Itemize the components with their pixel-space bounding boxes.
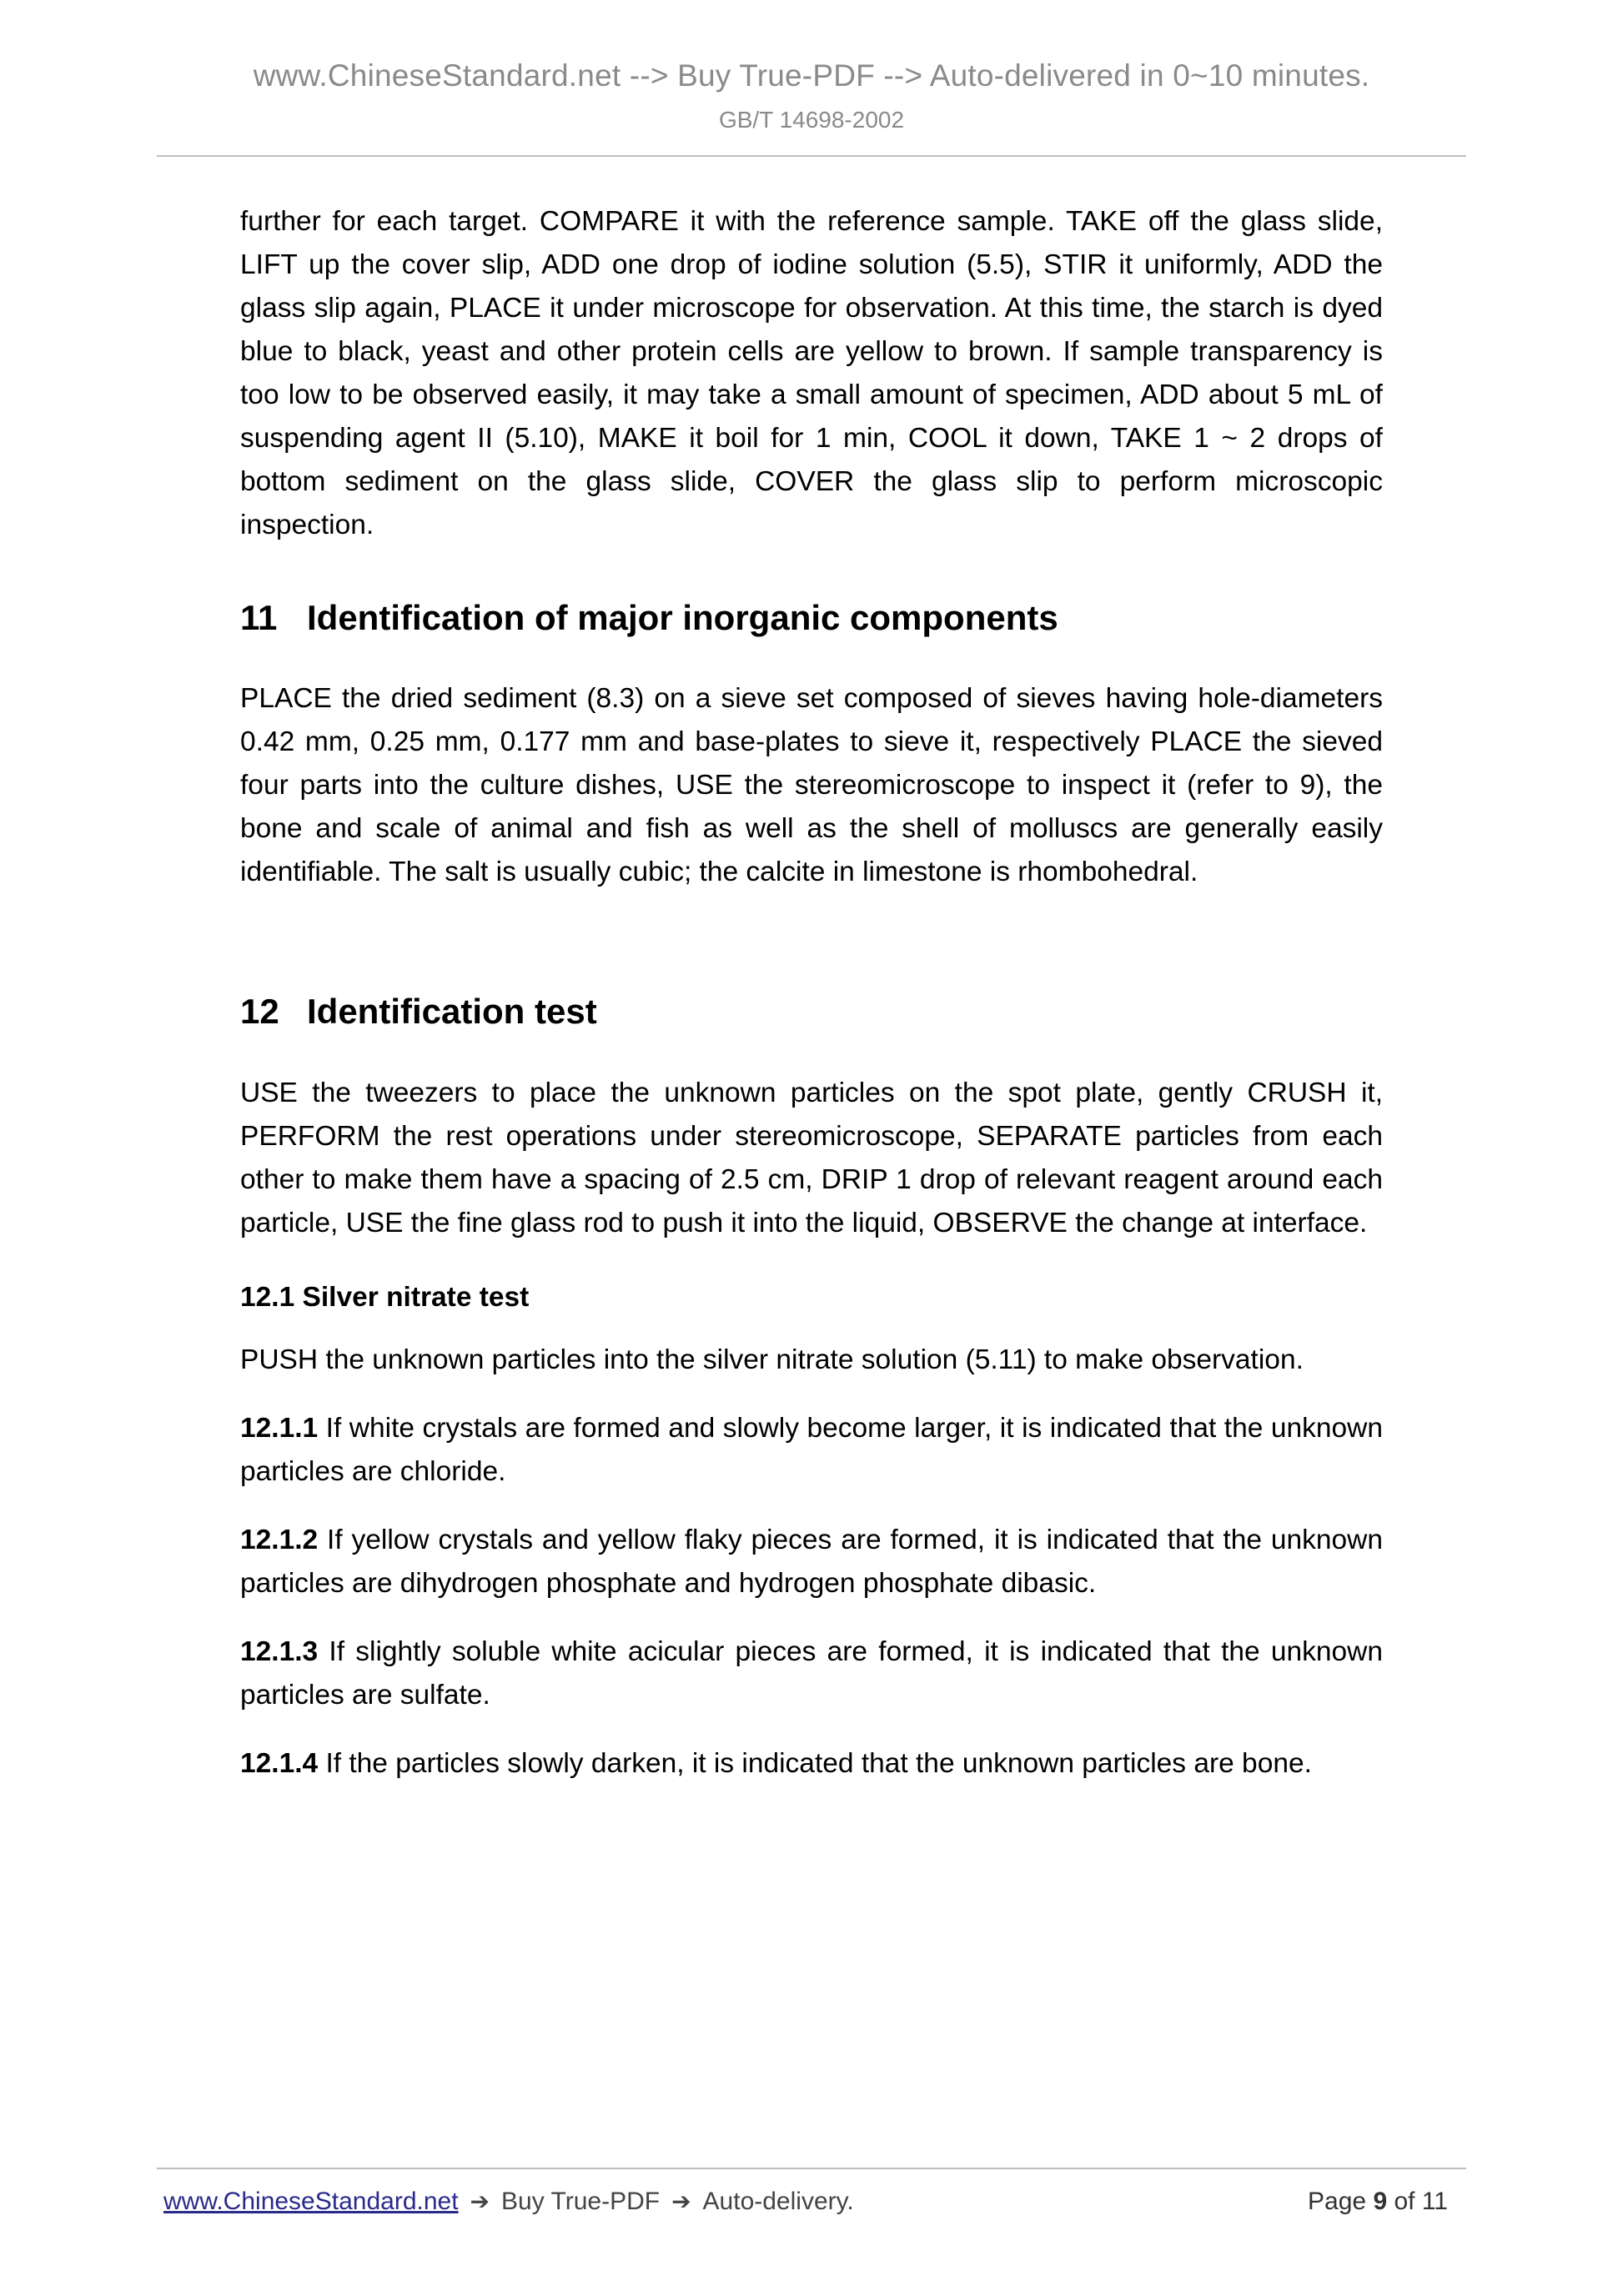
footer-site-link[interactable]: www.ChineseStandard.net	[163, 2188, 459, 2215]
arrow-right-icon: ➔	[671, 2188, 691, 2214]
clause-number: 12.1.3	[240, 1635, 319, 1667]
page-prefix: Page	[1308, 2188, 1367, 2215]
page-footer	[157, 2168, 1466, 2216]
page-number: 9	[1373, 2188, 1388, 2215]
section-number-12: 12	[240, 992, 279, 1032]
clause-number: 12.1.4	[240, 1747, 319, 1779]
footer-buy-label: Buy True-PDF	[501, 2188, 661, 2215]
arrow-right-icon: ➔	[470, 2188, 490, 2214]
spacer	[240, 919, 1383, 941]
clause-text: If white crystals are formed and slowly become larger, it is indicated that the unknown particles are chloride.	[240, 1412, 1383, 1487]
subsection-12-1-paragraph: PUSH the unknown particles into the silver nitrate solution (5.11) to make observation.	[240, 1344, 1304, 1375]
section-11-paragraph: PLACE the dried sediment (8.3) on a sieve set composed of sieves having hole-diameters 0.42 mm, 0.25 mm, 0.177 mm and base-plates to sieve it, respectively PLACE the sieved four parts into the culture dishes, USE the stereomicroscope to inspect it (refer to 9), the bone and scale of animal and fish as well as the shell of molluscs are generally easily identifiable. The salt is usually cubic; the calcite in limestone is rhombohedral.	[240, 683, 1383, 888]
section-title-12: Identification test	[307, 992, 597, 1032]
section-heading-12	[240, 991, 1383, 1032]
clause-text: If slightly soluble white acicular pieces are formed, it is indicated that the unknown particles are sulfate.	[240, 1635, 1383, 1711]
page-header	[0, 0, 1623, 157]
clause-12-1-1	[240, 1407, 1383, 1494]
footer-row	[157, 2188, 1466, 2216]
clause-12-1-3	[240, 1630, 1383, 1717]
footer-divider	[157, 2168, 1466, 2169]
page-content	[240, 157, 1383, 1786]
clause-text: If the particles slowly darken, it is indicated that the unknown particles are bone.	[318, 1747, 1312, 1779]
clause-number: 12.1.1	[240, 1412, 319, 1444]
subsection-heading-12-1: 12.1 Silver nitrate test	[240, 1281, 530, 1313]
clause-text: If yellow crystals and yellow flaky pieces are formed, it is indicated that the unknown particles are dihydrogen phosphate and hydrogen phosphate dibasic.	[240, 1524, 1383, 1599]
footer-left-group	[163, 2188, 854, 2216]
page-indicator	[1308, 2188, 1460, 2216]
clause-12-1-2	[240, 1519, 1383, 1605]
section-heading-11	[240, 597, 1383, 639]
section-12-paragraph: USE the tweezers to place the unknown particles on the spot plate, gently CRUSH it, PERFORM the rest operations under stereomicroscope, SEPARATE particles from each other to make them have a spacing of 2.5 cm, DRIP 1 drop of relevant reagent around each particle, USE the fine glass rod to push it into the liquid, OBSERVE the change at interface.	[240, 1077, 1383, 1238]
paragraph-continued: further for each target. COMPARE it with the reference sample. TAKE off the glass slide, LIFT up the cover slip, ADD one drop of iodine solution (5.5), STIR it uniformly, ADD the glass slip again, PLACE it under microscope for observation. At this time, the starch is dyed blue to black, yeast and other protein cells are yellow to brown. If sample transparency is too low to be observed easily, it may take a small amount of specimen, ADD about 5 mL of suspending agent II (5.10), MAKE it boil for 1 min, COOL it down, TAKE 1 ~ 2 drops of bottom sediment on the glass slide, COVER the glass slip to perform microscopic inspection.	[240, 206, 1383, 540]
page-total: 11	[1421, 2188, 1448, 2215]
page-of: of	[1394, 2188, 1415, 2215]
clause-number: 12.1.2	[240, 1524, 319, 1555]
footer-delivery-label: Auto-delivery.	[702, 2188, 854, 2215]
clause-12-1-4	[240, 1742, 1383, 1786]
section-number-11: 11	[240, 598, 278, 637]
section-title-11: Identification of major inorganic components	[307, 598, 1058, 637]
standard-code: GB/T 14698-2002	[718, 107, 905, 133]
promo-banner: www.ChineseStandard.net --> Buy True-PDF --> Auto-delivered in 0~10 minutes.	[253, 58, 1370, 93]
